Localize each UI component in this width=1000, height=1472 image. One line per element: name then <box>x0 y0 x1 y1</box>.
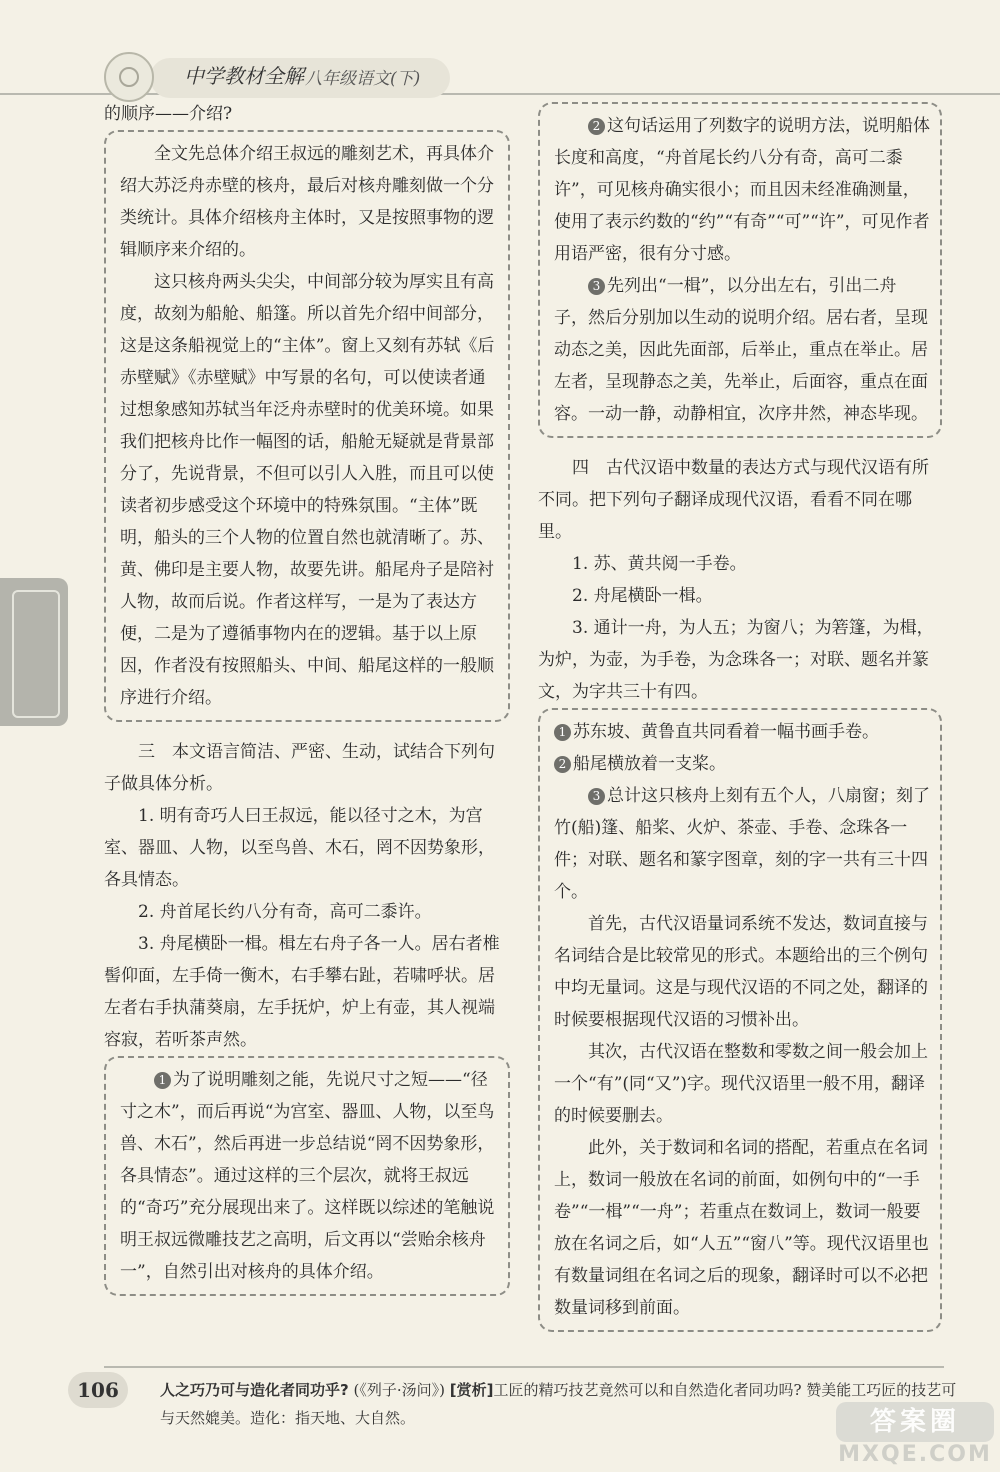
watermark-logo: 答案圈 <box>836 1402 994 1442</box>
answer-paragraph: 此外，关于数词和名词的搭配，若重点在名词上，数词一般放在名词的前面，如例句中的“一手卷”“一楫”“一舟”；若重点在数词上，数词一般要放在名词之后，如“人五”“窗八”等。现代汉语里也有数量词组在名词之后的现象，翻译时可以不必把数量词移到前面。 <box>554 1138 929 1318</box>
footer-source: (《列子·汤问》) <box>353 1381 445 1399</box>
continued-question: 的顺序——介绍? <box>104 104 233 124</box>
answer-paragraph <box>120 1064 498 1288</box>
question-item: 2. 舟首尾长约八分有奇，高可二黍许。 <box>138 902 432 922</box>
watermark <box>836 1402 994 1468</box>
question-item: 3. 舟尾横卧一楫。楫左右舟子各一人。居右者椎髻仰面，左手倚一衡木，右手攀右趾，若啸呼状。居左者右手执蒲葵扇，左手抚炉，炉上有壶，其人视端容寂，若听茶声然。 <box>104 934 500 1050</box>
book-logo-icon <box>104 52 154 102</box>
footer-rule <box>104 1366 944 1368</box>
answer-paragraph: 其次，古代汉语在整数和零数之间一般会加上一个“有”(同“又”)字。现代汉语里一般不用，翻译的时候要删去。 <box>554 1042 928 1126</box>
translation-answer <box>554 780 930 908</box>
answer-number-badge: 2 <box>554 756 571 773</box>
book-subtitle: 八年级语文(下) <box>305 69 421 89</box>
footer-text: 工匠的精巧技艺竟然可以和自然造化者同功吗? 赞美能工巧匠的技艺可与天然媲美。造化：指天地、大自然。 <box>160 1381 957 1427</box>
question-item: 1. 明有奇巧人曰王叔远，能以径寸之木，为宫室、器皿、人物，以至鸟兽、木石，罔不因势象形，各具情态。 <box>104 806 495 890</box>
watermark-site: MXQE.COM <box>838 1442 992 1467</box>
answer-paragraph: 全文先总体介绍王叔远的雕刻艺术，再具体介绍大苏泛舟赤壁的核舟，最后对核舟雕刻做一个分类统计。具体介绍核舟主体时，又是按照事物的逻辑顺序来介绍的。 <box>120 144 494 260</box>
answer-box-3-1 <box>104 1056 510 1296</box>
question-3-title: 三 本文语言简洁、严密、生动，试结合下列句子做具体分析。 <box>104 742 495 794</box>
left-column <box>104 98 510 1296</box>
answer-paragraph: 首先，古代汉语量词系统不发达，数词直接与名词结合是比较常见的形式。本题给出的三个例句中均无量词。这是与现代汉语的不同之处，翻译的时候要根据现代汉语的习惯补出。 <box>554 914 928 1030</box>
answer-paragraph <box>554 110 930 270</box>
question-item: 2. 舟尾横卧一楫。 <box>572 586 713 606</box>
chapter-side-tab <box>0 578 68 726</box>
answer-box-2 <box>104 130 510 722</box>
footer-label: [赏析] <box>449 1381 494 1399</box>
right-column <box>538 102 942 1332</box>
answer-text: 苏东坡、黄鲁直共同看着一幅书画手卷。 <box>573 722 879 742</box>
answer-box-4 <box>538 708 942 1332</box>
answer-box-3-2 <box>538 102 942 438</box>
answer-number-badge: 3 <box>588 788 605 805</box>
answer-text: 先列出“一楫”，以分出左右，引出二舟子，然后分别加以生动的说明介绍。居右者，呈现动态之美，因此先面部，后举止，重点在举止。居左者，呈现静态之美，先举止，后面容，重点在面容。一动一静，动静相宜，次序井然，神态毕现。 <box>554 276 928 424</box>
answer-number-badge: 3 <box>588 278 605 295</box>
answer-number-badge: 1 <box>554 724 571 741</box>
page-number: 106 <box>68 1372 128 1408</box>
translation-answer <box>554 716 930 748</box>
question-4-title: 四 古代汉语中数量的表达方式与现代汉语有所不同。把下列句子翻译成现代汉语，看看不同在哪里。 <box>538 458 929 542</box>
answer-number-badge: 1 <box>154 1072 171 1089</box>
answer-number-badge: 2 <box>588 118 605 135</box>
answer-paragraph <box>554 270 930 430</box>
header-rule <box>0 93 1000 95</box>
book-title: 中学教材全解 <box>184 64 304 88</box>
answer-paragraph: 这只核舟两头尖尖，中间部分较为厚实且有高度，故刻为船舱、船篷。所以首先介绍中间部分，这是这条船视觉上的“主体”。窗上又刻有苏轼《后赤壁赋》《赤壁赋》中写景的名句，可以使读者通过想象感知苏轼当年泛舟赤壁时的优美环境。如果我们把核舟比作一幅图的话，船舱无疑就是背景部分了，先说背景，不但可以引人入胜，而且可以使读者初步感受这个环境中的特殊氛围。“主体”既明，船头的三个人物的位置自然也就清晰了。苏、黄、佛印是主要人物，故要先讲。船尾舟子是陪衬人物，故而后说。作者这样写，一是为了表达方便，二是为了遵循事物内在的逻辑。基于以上原因，作者没有按照船头、中间、船尾这样的一般顺序进行介绍。 <box>120 272 495 708</box>
answer-text: 这句话运用了列数字的说明方法，说明船体长度和高度，“舟首尾长约八分有奇，高可二黍许”，可见核舟确实很小；而且因未经准确测量，使用了表示约数的“约”“有奇”“可”“许”，可见作者用语严密，很有分寸感。 <box>554 116 930 264</box>
footer-quote: 人之巧乃可与造化者同功乎? <box>160 1381 349 1399</box>
question-item: 3. 通计一舟，为人五；为窗八；为箬篷，为楫，为炉，为壶，为手卷，为念珠各一；对联、题名并篆文，为字共三十有四。 <box>538 618 934 702</box>
translation-answer <box>554 748 930 780</box>
answer-text: 为了说明雕刻之能，先说尺寸之短——“径寸之木”，而后再说“为宫室、器皿、人物，以至鸟兽、木石”，然后再进一步总结说“罔不因势象形，各具情态”。通过这样的三个层次，就将王叔远的“奇巧”充分展现出来了。这样既以综述的笔触说明王叔远微雕技艺之高明，后文再以“尝贻余核舟一”，自然引出对核舟的具体介绍。 <box>120 1070 495 1282</box>
answer-text: 总计这只核舟上刻有五个人，八扇窗；刻了竹(船)篷、船桨、火炉、茶壶、手卷、念珠各一件；对联、题名和篆字图章，刻的字一共有三十四个。 <box>554 786 930 902</box>
side-tab-frame <box>12 590 60 718</box>
question-item: 1. 苏、黄共阅一手卷。 <box>572 554 747 574</box>
answer-text: 船尾横放着一支桨。 <box>573 754 726 774</box>
